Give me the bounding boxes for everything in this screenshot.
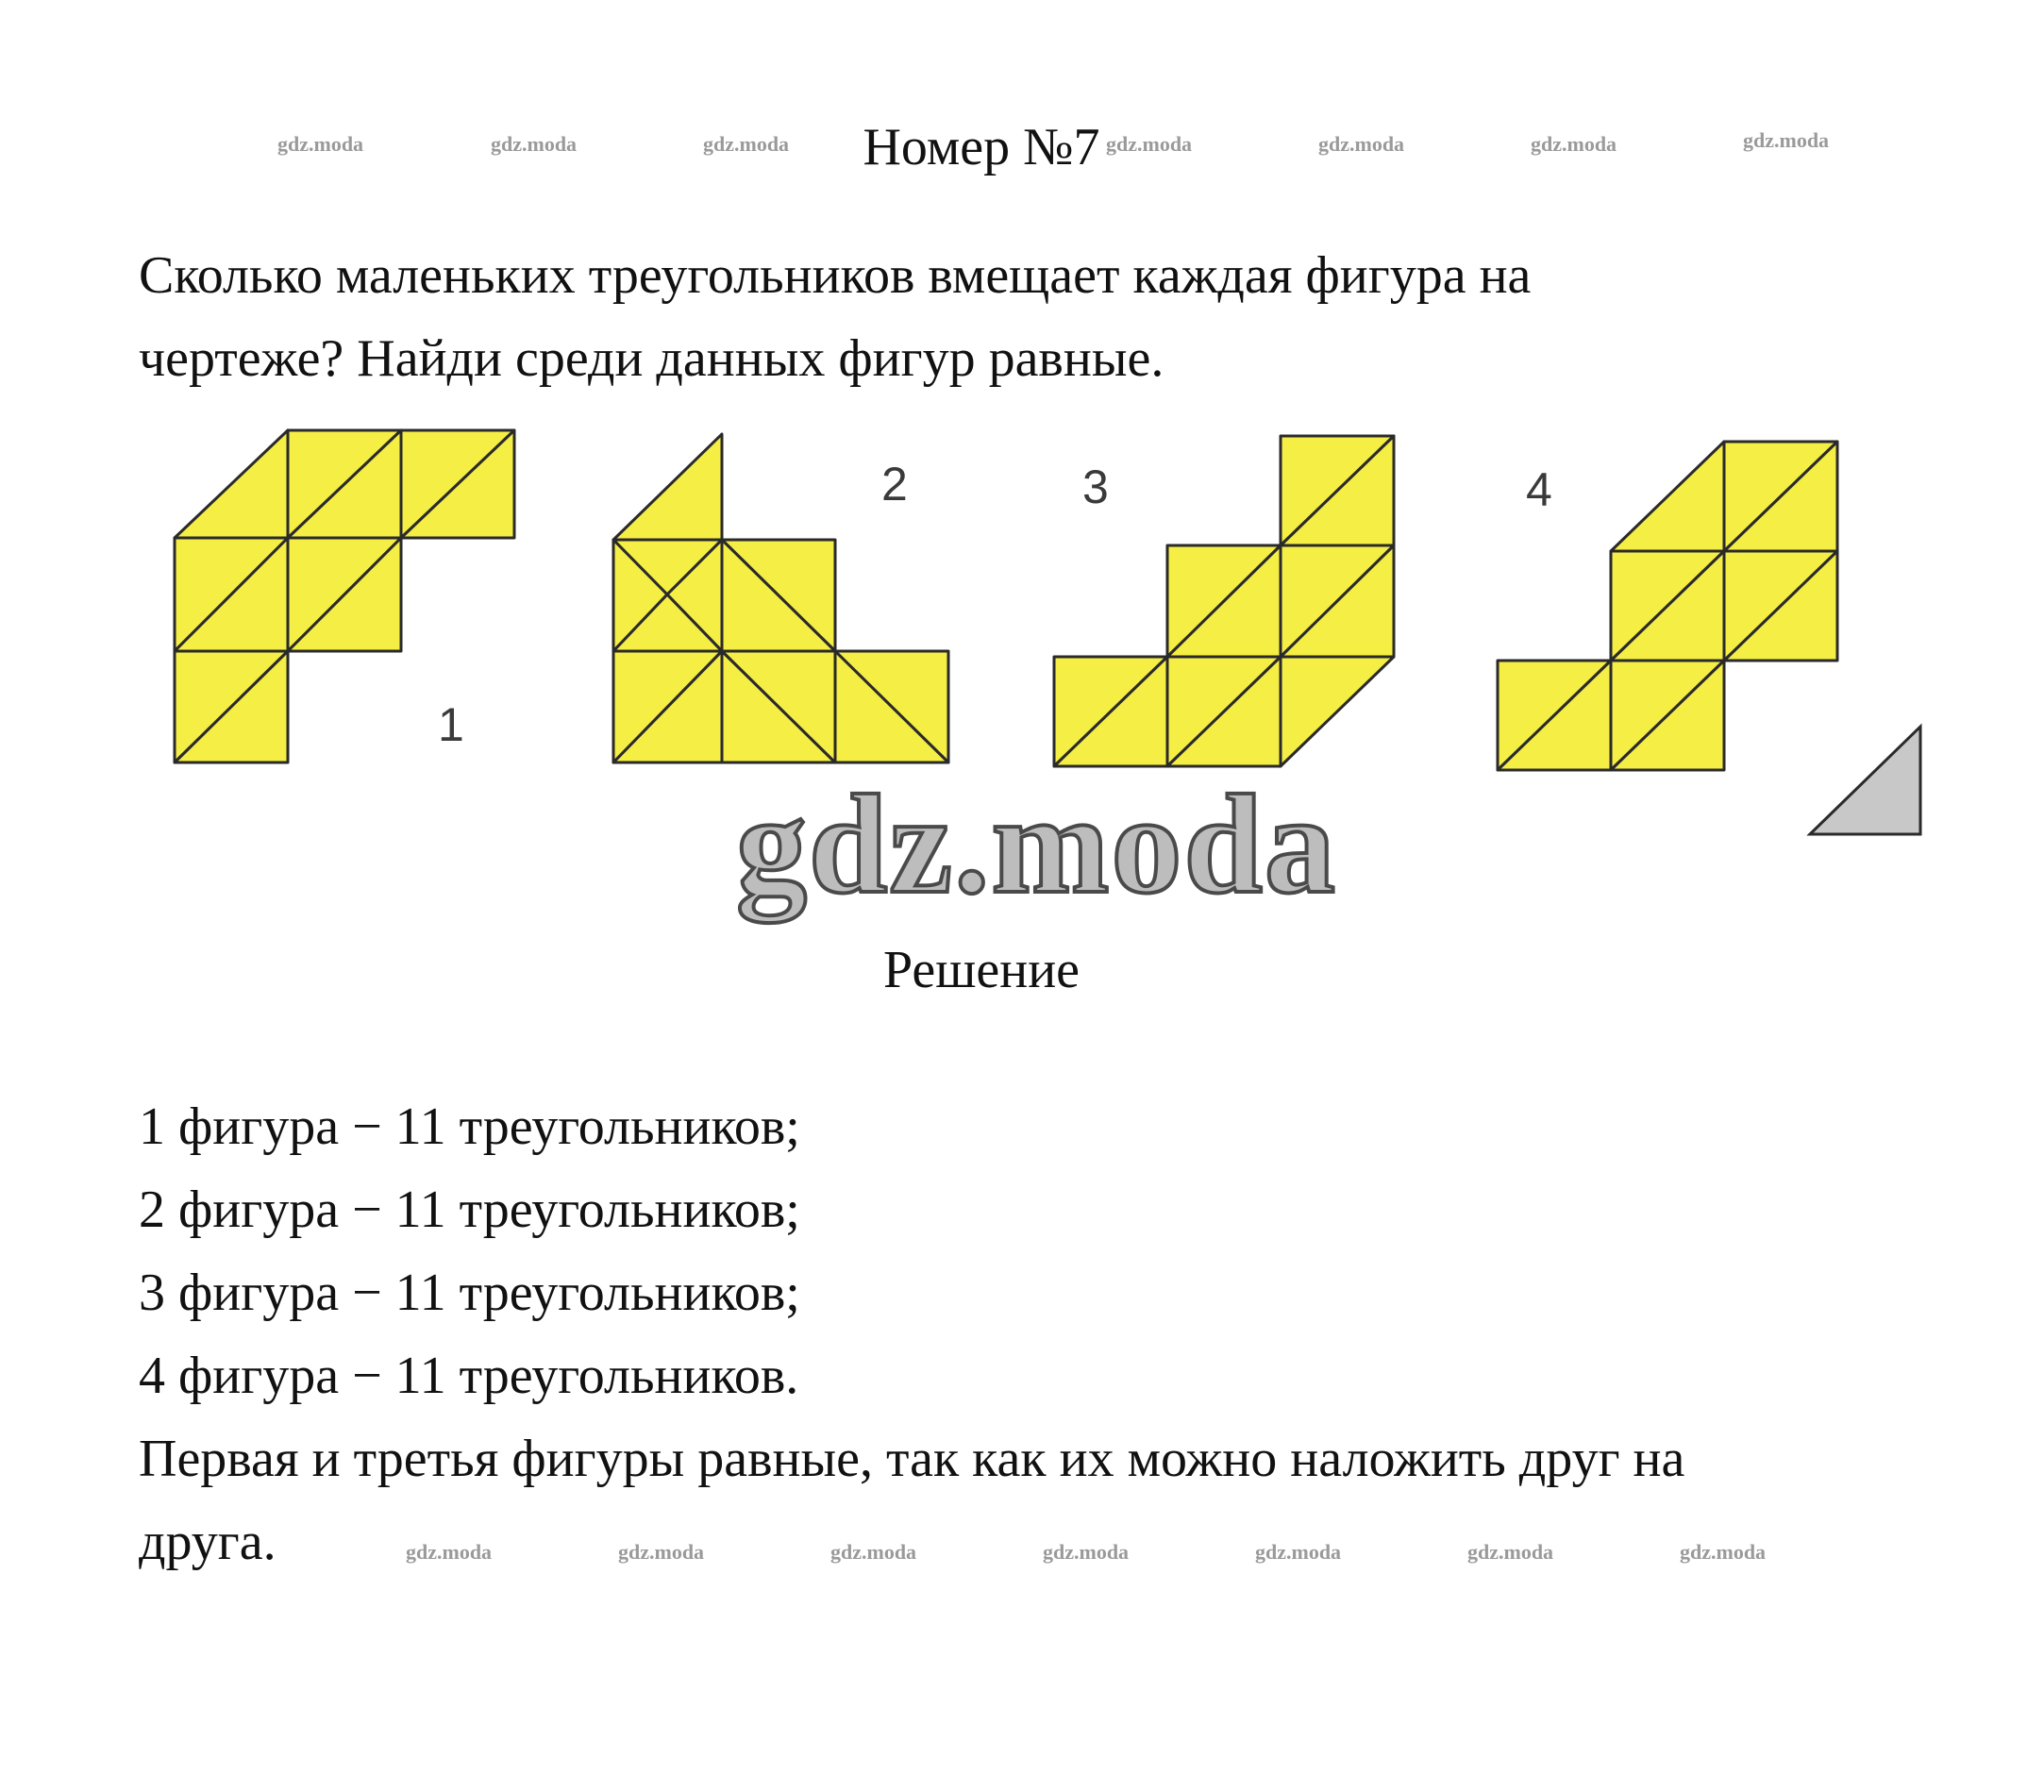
large-watermark: gdz.moda bbox=[736, 766, 1337, 923]
watermark: gdz.moda bbox=[1531, 132, 1617, 156]
answer-line-1: 1 фигура − 11 треугольников; bbox=[139, 1097, 800, 1156]
page-title: Номер №7 bbox=[863, 118, 1100, 176]
question-line-1: Сколько маленьких треугольников вмещает каждая фигура на bbox=[139, 246, 1532, 305]
watermark: gdz.moda bbox=[830, 1540, 917, 1564]
watermark: gdz.moda bbox=[277, 132, 364, 156]
watermark: gdz.moda bbox=[1318, 132, 1405, 156]
watermark: gdz.moda bbox=[1743, 128, 1830, 152]
figure-label-3: 3 bbox=[1082, 461, 1109, 513]
answer-line-3: 3 фигура − 11 треугольников; bbox=[139, 1264, 800, 1322]
conclusion-line-2: друга. bbox=[139, 1513, 276, 1571]
figure-label-2: 2 bbox=[881, 458, 908, 511]
watermark: gdz.moda bbox=[618, 1540, 705, 1564]
watermark: gdz.moda bbox=[1043, 1540, 1130, 1564]
figure-label-4: 4 bbox=[1526, 463, 1552, 516]
solution-title: Решение bbox=[882, 941, 1081, 999]
answer-line-4: 4 фигура − 11 треугольников. bbox=[139, 1347, 799, 1405]
watermark: gdz.moda bbox=[703, 132, 790, 156]
watermark: gdz.moda bbox=[406, 1540, 493, 1564]
figure-label-1: 1 bbox=[438, 698, 464, 751]
answer-line-2: 2 фигура − 11 треугольников; bbox=[139, 1181, 800, 1239]
watermark: gdz.moda bbox=[1255, 1540, 1342, 1564]
watermark: gdz.moda bbox=[1680, 1540, 1767, 1564]
question-line-2: чертеже? Найди среди данных фигур равные. bbox=[139, 329, 1164, 388]
shaded-triangle bbox=[1810, 727, 1920, 834]
conclusion-line-1: Первая и третья фигуры равные, так как их можно наложить друг на bbox=[139, 1430, 1685, 1488]
watermark: gdz.moda bbox=[1106, 132, 1193, 156]
watermark: gdz.moda bbox=[491, 132, 578, 156]
watermark: gdz.moda bbox=[1467, 1540, 1554, 1564]
answers bbox=[139, 1085, 1979, 1583]
